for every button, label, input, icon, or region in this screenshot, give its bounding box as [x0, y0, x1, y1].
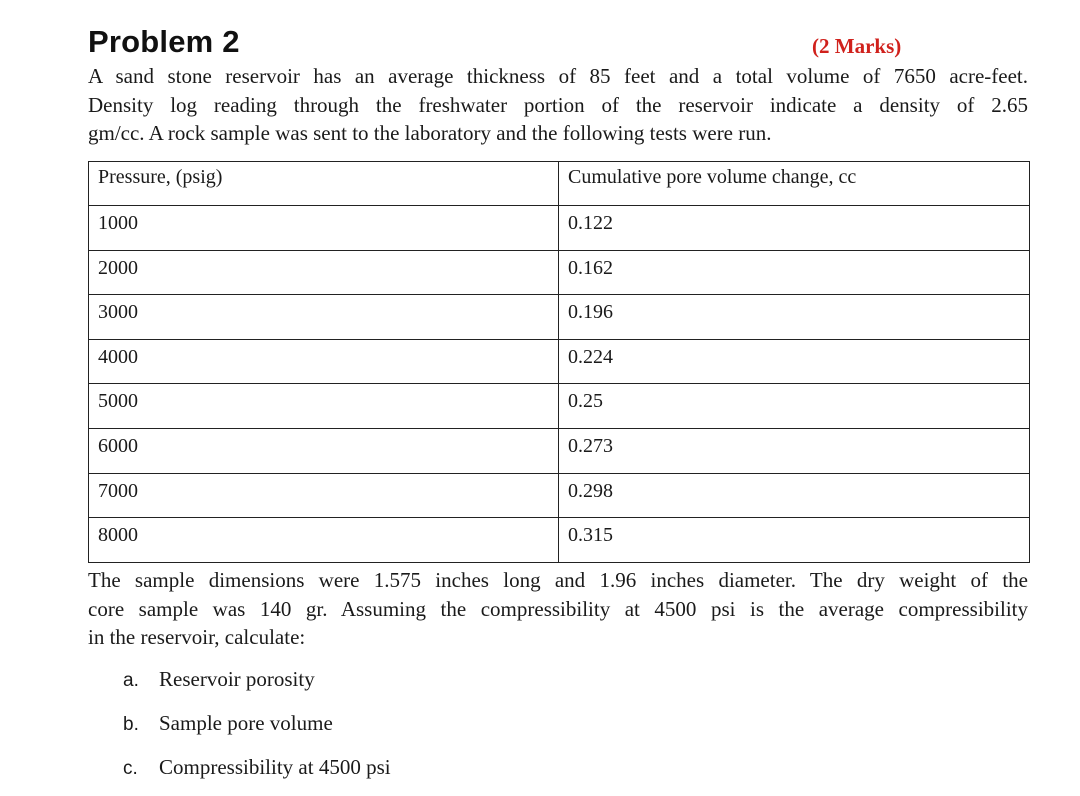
table-row [89, 206, 1030, 251]
intro-line: gm/cc. A rock sample was sent to the laboratory and the following tests were run. [88, 121, 772, 145]
intro-paragraph [88, 62, 1028, 148]
pressure-cell: 6000 [89, 428, 559, 473]
list-marker: b. [123, 714, 139, 735]
intro-line: Density log reading through the freshwater portion of the reservoir indicate a density of 2.65 [88, 92, 1028, 117]
intro-line: A sand stone reservoir has an average thickness of 85 feet and a total volume of 7650 acre-feet. [88, 64, 1028, 88]
pressure-cell: 5000 [89, 384, 559, 429]
volume-cell: 0.196 [559, 295, 1030, 340]
list-marker: c. [123, 758, 138, 779]
table-row [89, 473, 1030, 518]
table-row [89, 295, 1030, 340]
table-row [89, 250, 1030, 295]
pressure-cell: 3000 [89, 295, 559, 340]
pressure-cell: 4000 [89, 339, 559, 384]
pressure-cell: 8000 [89, 518, 559, 563]
volume-cell: 0.162 [559, 250, 1030, 295]
table-row [89, 339, 1030, 384]
sample-description-paragraph [88, 566, 1028, 652]
problem-title: Problem 2 [88, 24, 240, 59]
table-row [89, 428, 1030, 473]
list-item [123, 752, 391, 796]
task-list [123, 664, 391, 796]
table-row [89, 518, 1030, 563]
list-marker: a. [123, 670, 139, 691]
description-line: core sample was 140 gr. Assuming the compressibility at 4500 psi is the average compressibility [88, 596, 1028, 621]
header-pore-volume-change: Cumulative pore volume change, cc [559, 162, 1030, 206]
pressure-cell: 2000 [89, 250, 559, 295]
pressure-cell: 7000 [89, 473, 559, 518]
table-header-row [89, 162, 1030, 206]
description-line: in the reservoir, calculate: [88, 625, 306, 649]
task-text: Sample pore volume [159, 711, 333, 735]
marks-label: (2 Marks) [812, 34, 902, 58]
task-text: Reservoir porosity [159, 667, 315, 691]
volume-cell: 0.25 [559, 384, 1030, 429]
table-row [89, 384, 1030, 429]
volume-cell: 0.224 [559, 339, 1030, 384]
volume-cell: 0.298 [559, 473, 1030, 518]
volume-cell: 0.273 [559, 428, 1030, 473]
list-item [123, 664, 391, 708]
volume-cell: 0.315 [559, 518, 1030, 563]
pressure-volume-table [88, 161, 1030, 563]
volume-cell: 0.122 [559, 206, 1030, 251]
pressure-cell: 1000 [89, 206, 559, 251]
header-pressure: Pressure, (psig) [89, 162, 559, 206]
description-line: The sample dimensions were 1.575 inches long and 1.96 inches diameter. The dry weight of the [88, 568, 1028, 592]
list-item [123, 708, 391, 752]
task-text: Compressibility at 4500 psi [159, 755, 391, 779]
